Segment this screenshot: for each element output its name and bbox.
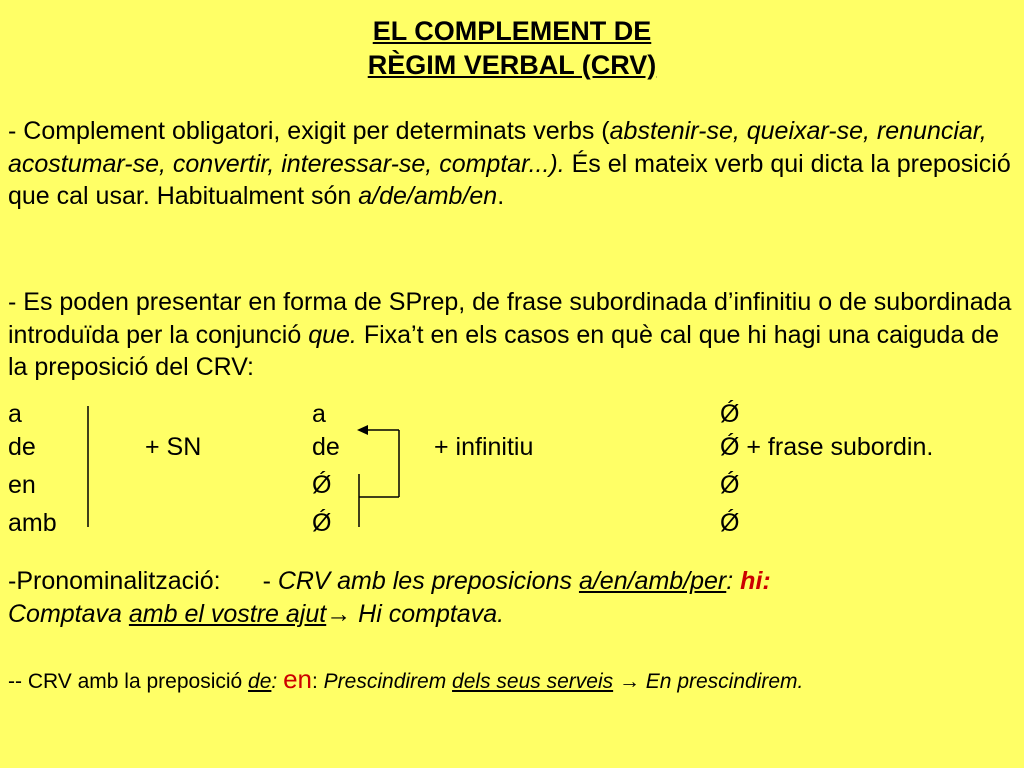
- title-line-1: EL COMPLEMENT DE: [372, 16, 652, 46]
- paragraph-pronominalization: [8, 565, 1013, 630]
- de-example-underlined: dels seus serveis: [452, 670, 614, 693]
- forms-text-1: - Es poden presentar en forma de SPrep, de frase subordinada d’infinitiu o de subordinada introduïda per la conjunció: [8, 288, 1012, 349]
- col3-cell: Ǿ: [312, 509, 332, 537]
- pronoun-hi: hi:: [740, 567, 771, 595]
- definition-text-3: .: [497, 182, 505, 210]
- arrow-head-icon: [357, 425, 368, 435]
- preposition-list: a/de/amb/en: [358, 182, 498, 210]
- pron-text-1: CRV amb les preposicions: [277, 567, 579, 595]
- conjunction-que: que.: [308, 320, 357, 349]
- col1-cell: a: [8, 400, 22, 428]
- page-title: [0, 14, 1024, 82]
- de-example-2: → En prescindirem.: [613, 670, 804, 693]
- paragraph-forms: [8, 286, 1013, 384]
- col5-cell: Ǿ: [720, 471, 740, 499]
- pron-colon: :: [726, 567, 741, 595]
- de-text-1: -- CRV amb la preposició: [8, 670, 249, 693]
- en-colon: :: [312, 670, 324, 693]
- col1-cell: de: [8, 433, 36, 461]
- plus-infinitiu-label: + infinitiu: [434, 433, 534, 461]
- paragraph-de-en: [8, 662, 1013, 699]
- pron-dash: -: [262, 567, 278, 595]
- definition-text-2: És el mateix verb qui dicta la preposició que cal usar. Habitualment són: [8, 149, 1011, 210]
- pron-label: -Pronominalització:: [8, 567, 221, 595]
- forms-text-2: Fixa’t en els casos en què cal que hi hagi una caiguda de la preposició del CRV:: [8, 320, 999, 381]
- verb-examples: abstenir-se, queixar-se, renunciar, acostumar-se, convertir, interessar-se, comptar...).: [8, 117, 987, 178]
- definition-text-1: - Complement obligatori, exigit per determinats verbs (: [8, 117, 610, 145]
- pron-prepositions: a/en/amb/per: [578, 567, 727, 595]
- col5-cell: Ǿ + frase subordin.: [720, 433, 934, 461]
- col1-cell: amb: [8, 509, 57, 537]
- col3-cell: de: [312, 433, 340, 461]
- plus-sn-label: + SN: [145, 433, 202, 461]
- preposition-de: de: [248, 670, 272, 693]
- pron-example-1: Comptava: [8, 599, 129, 628]
- pronoun-en: en: [283, 664, 312, 694]
- title-line-2: RÈGIM VERBAL (CRV): [367, 50, 657, 80]
- paragraph-definition: [8, 115, 1013, 213]
- de-colon: :: [271, 670, 284, 693]
- col5-cell: Ǿ: [720, 509, 740, 537]
- col1-cell: en: [8, 471, 36, 499]
- col3-cell: a: [312, 400, 326, 428]
- pron-example-2: → Hi comptava.: [326, 599, 505, 628]
- col3-cell: Ǿ: [312, 471, 332, 499]
- col5-cell: Ǿ: [720, 400, 740, 428]
- de-example-1: Prescindirem: [323, 670, 453, 693]
- pron-example-underlined: amb el vostre ajut: [128, 599, 327, 628]
